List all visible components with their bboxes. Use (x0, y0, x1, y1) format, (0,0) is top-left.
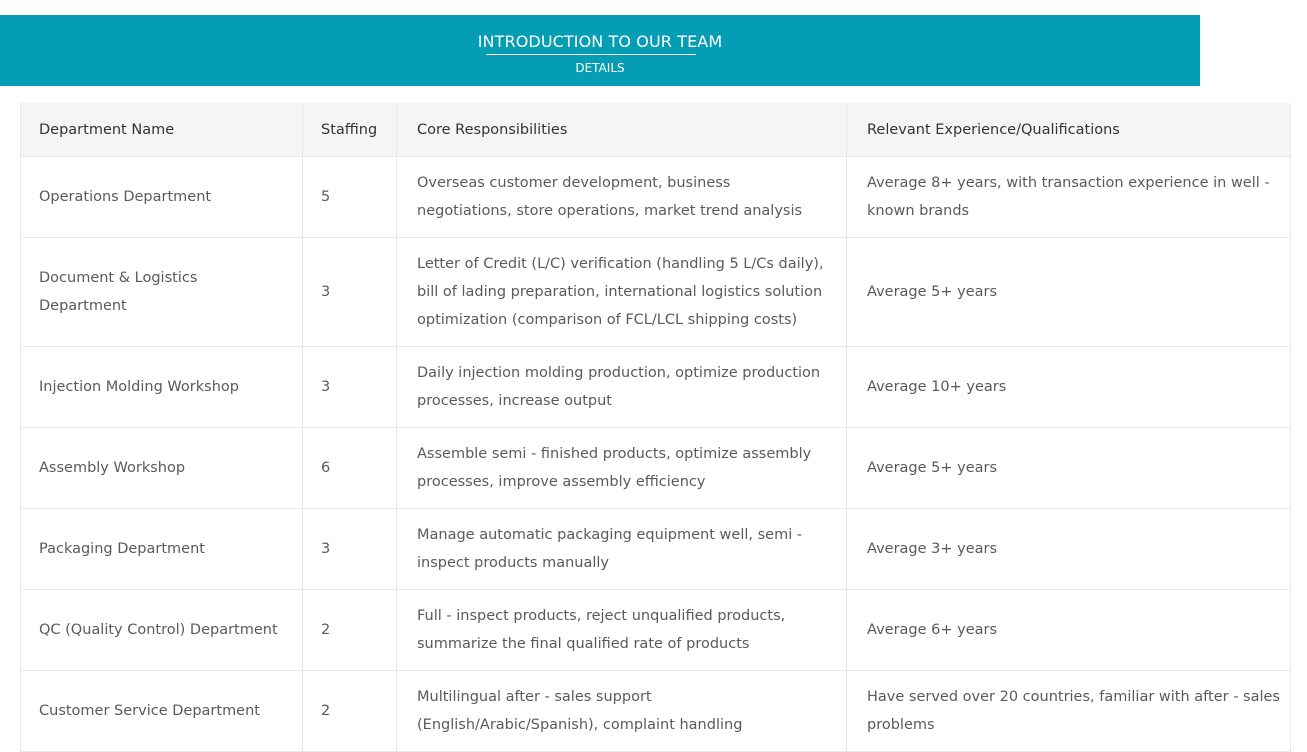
header-banner (0, 15, 1200, 86)
experience-cell (847, 347, 1291, 428)
column-header-experience: Relevant Experience/Qualifications (847, 103, 1291, 157)
table-row (21, 590, 1291, 671)
staffing-cell: 3 (303, 509, 397, 590)
table-row (21, 671, 1291, 752)
table-header-row (21, 103, 1291, 157)
responsibilities-cell: Multilingual after - sales support (English/Arabic/Spanish), complaint handling (397, 671, 847, 752)
staffing-cell: 5 (303, 157, 397, 238)
responsibilities-cell: Full - inspect products, reject unqualified products, summarize the final qualified rate of products (397, 590, 847, 671)
table-row (21, 428, 1291, 509)
staffing-cell: 2 (303, 671, 397, 752)
staffing-cell: 2 (303, 590, 397, 671)
column-header-responsibilities: Core Responsibilities (397, 103, 847, 157)
department-cell: Customer Service Department (21, 671, 303, 752)
table-row (21, 157, 1291, 238)
responsibilities-cell: Daily injection molding production, optimize production processes, increase output (397, 347, 847, 428)
experience-text: Average 10+ years (867, 379, 1007, 395)
experience-text: Average 5+ years (867, 284, 998, 300)
responsibilities-cell: Letter of Credit (L/C) verification (handling 5 L/Cs daily), bill of lading preparation, international logistics solution optimization (comparison of FCL/LCL shipping costs) (397, 238, 847, 347)
responsibilities-cell: Assemble semi - finished products, optimize assembly processes, improve assembly efficiency (397, 428, 847, 509)
table-row (21, 347, 1291, 428)
team-table (20, 103, 1291, 752)
experience-cell (847, 590, 1291, 671)
experience-cell (847, 428, 1291, 509)
team-table-container[interactable] (20, 103, 1280, 751)
title-underline (486, 54, 696, 55)
staffing-cell: 6 (303, 428, 397, 509)
staffing-cell: 3 (303, 238, 397, 347)
experience-text: Average 5+ years (867, 460, 998, 476)
experience-cell (847, 238, 1291, 347)
experience-cell (847, 509, 1291, 590)
column-header-staffing: Staffing (303, 103, 397, 157)
experience-text: Average 8+ years, with transaction experience in well - known brands (867, 175, 1270, 219)
column-header-department: Department Name (21, 103, 303, 157)
department-cell: Injection Molding Workshop (21, 347, 303, 428)
responsibilities-cell: Overseas customer development, business negotiations, store operations, market trend analysis (397, 157, 847, 238)
page-subtitle: DETAILS (575, 61, 625, 75)
department-cell: Packaging Department (21, 509, 303, 590)
experience-cell (847, 671, 1291, 752)
department-cell: Operations Department (21, 157, 303, 238)
experience-text: Average 3+ years (867, 541, 998, 557)
department-cell: Assembly Workshop (21, 428, 303, 509)
table-row (21, 509, 1291, 590)
staffing-cell: 3 (303, 347, 397, 428)
experience-cell (847, 157, 1291, 238)
experience-text: Average 6+ years (867, 622, 998, 638)
department-cell: Document & Logistics Department (21, 238, 303, 347)
department-cell: QC (Quality Control) Department (21, 590, 303, 671)
experience-text: Have served over 20 countries, familiar with after - sales problems (867, 689, 1280, 733)
table-row (21, 238, 1291, 347)
page-title: INTRODUCTION TO OUR TEAM (477, 32, 723, 51)
responsibilities-cell: Manage automatic packaging equipment well, semi - inspect products manually (397, 509, 847, 590)
